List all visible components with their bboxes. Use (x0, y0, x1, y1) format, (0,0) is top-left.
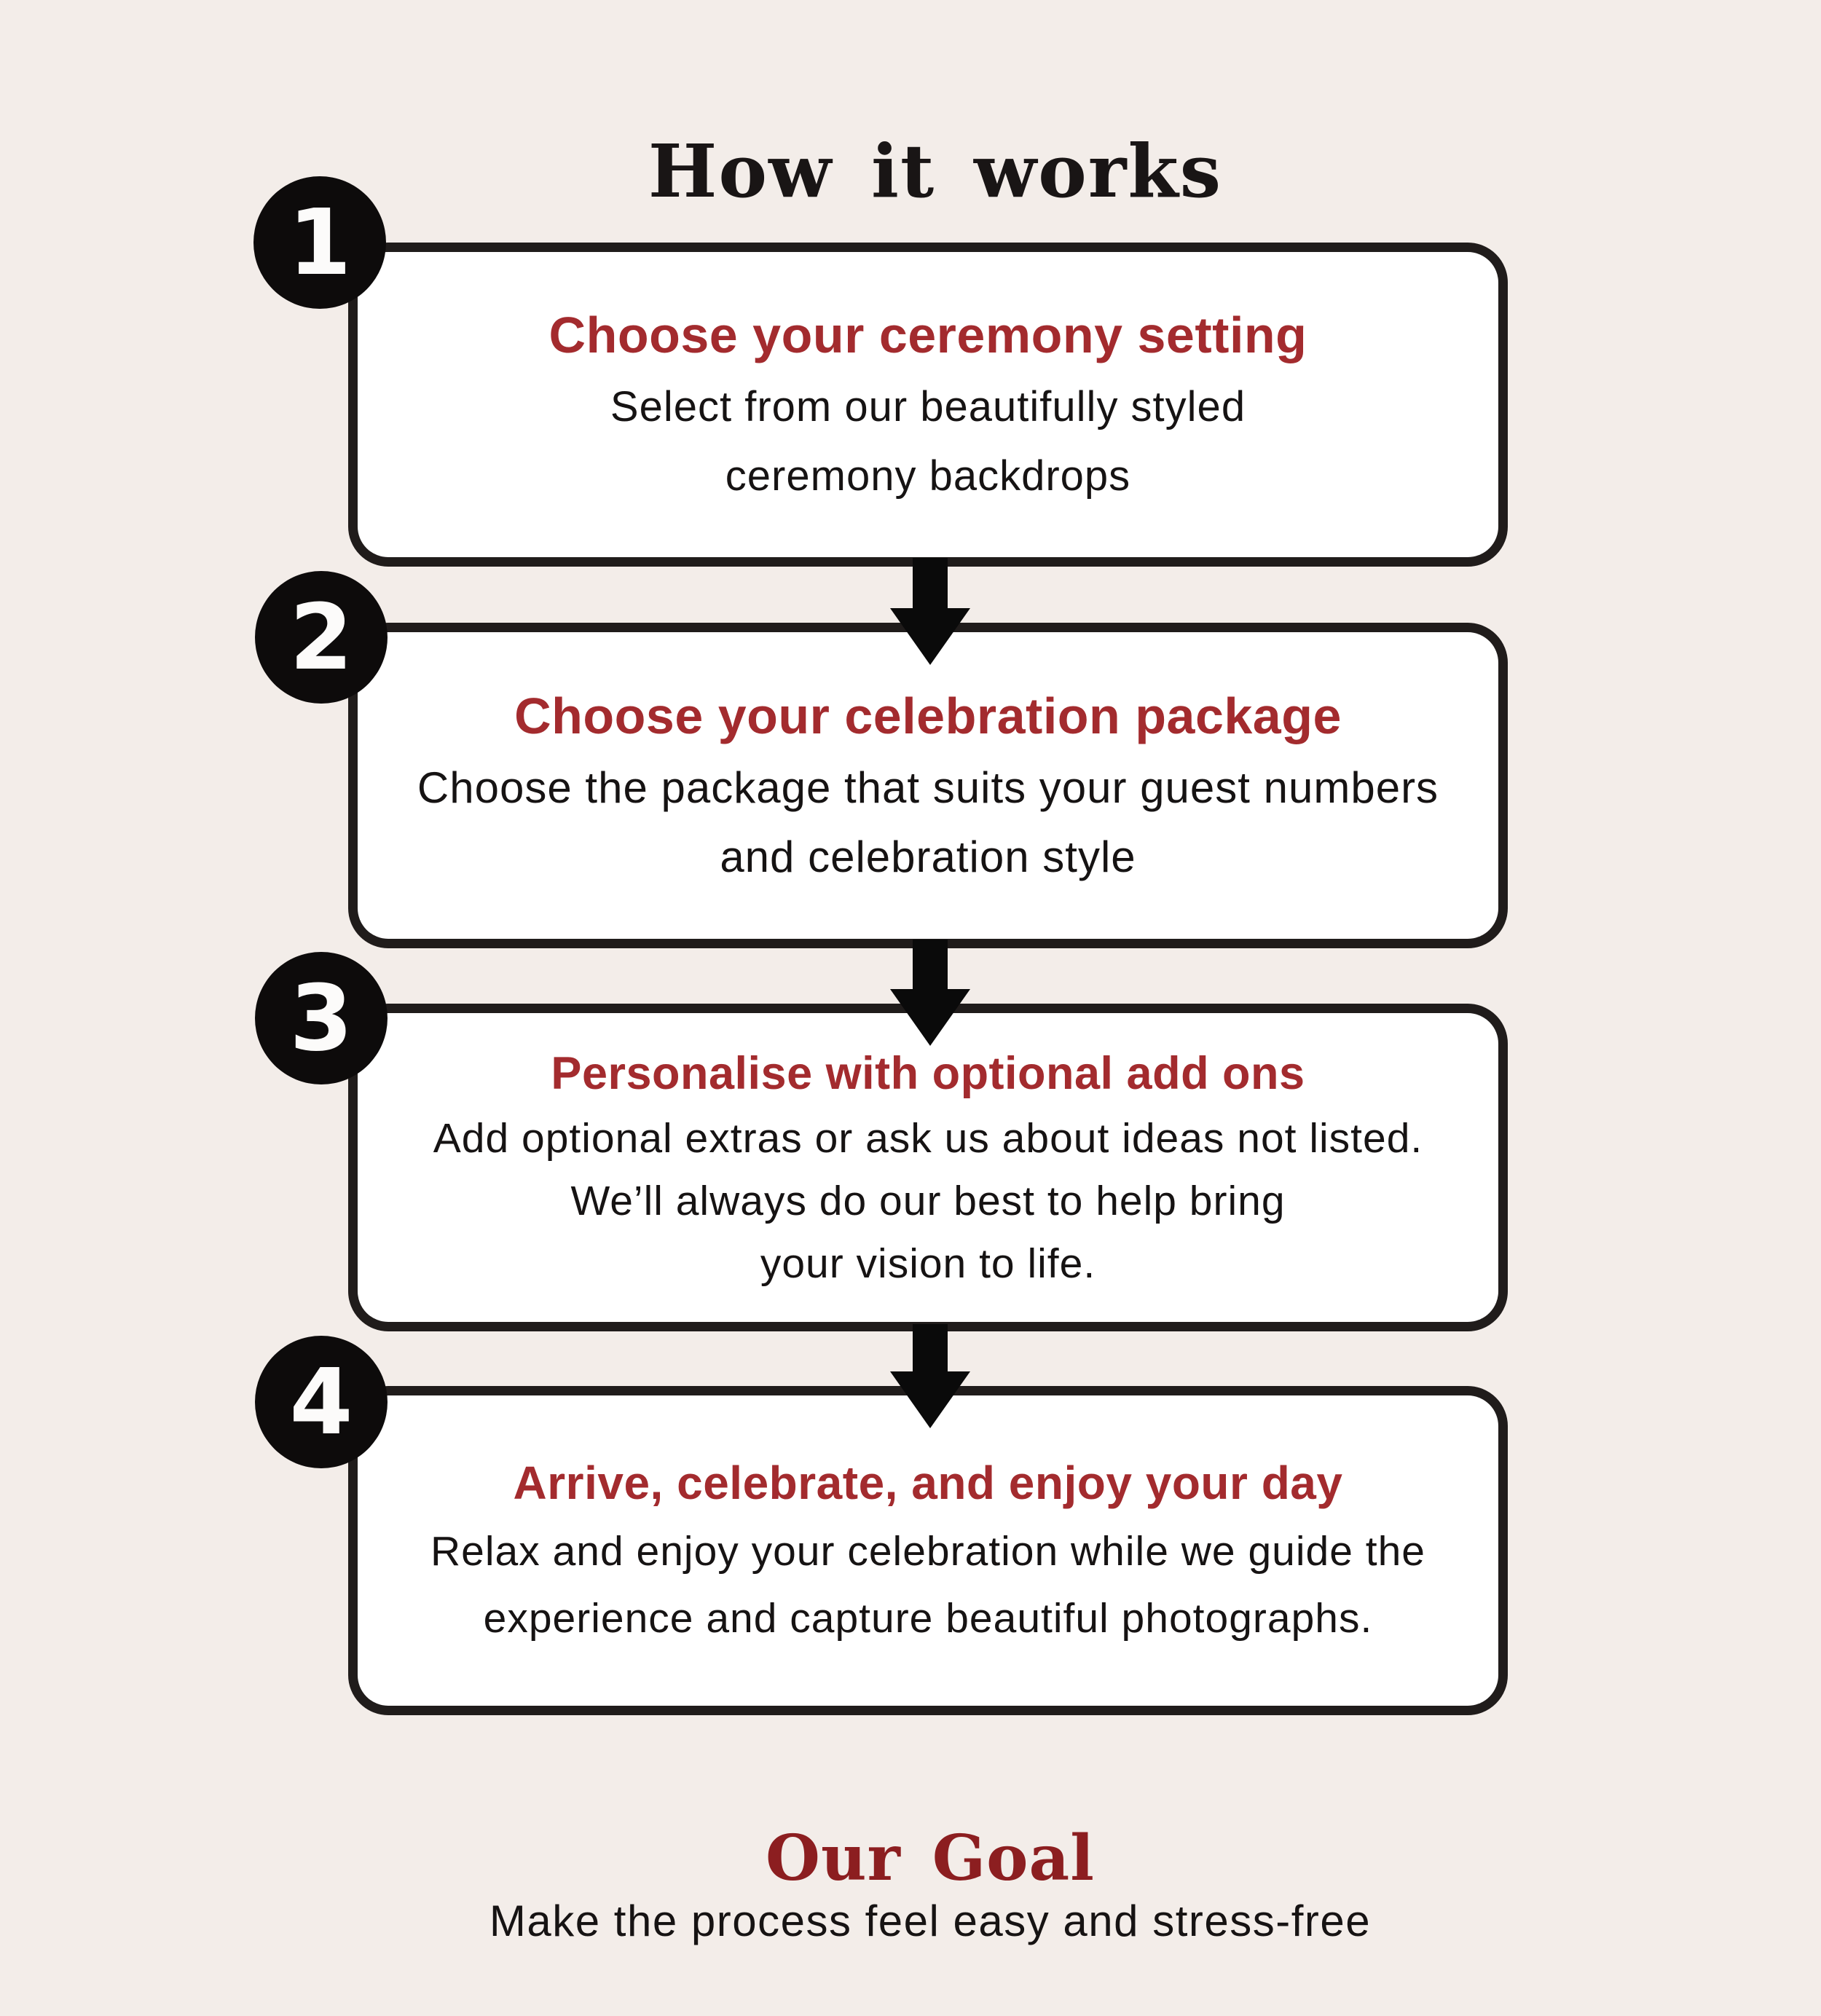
step-4-number-badge (255, 1336, 388, 1468)
step-4-description-line: experience and capture beautiful photographs. (483, 1594, 1373, 1642)
arrow-head (890, 989, 970, 1046)
flow-arrow-down-1 (890, 558, 970, 665)
step-3-description (433, 1107, 1423, 1295)
step-1-number-badge (253, 176, 386, 309)
step-3-description-line: your vision to life. (760, 1240, 1096, 1288)
step-2-number-badge (255, 571, 388, 704)
step-1-card (348, 243, 1508, 567)
step-3-description-line: We’ll always do our best to help bring (570, 1178, 1286, 1225)
goal-subtitle: Make the process feel easy and stress-free (489, 1897, 1372, 1945)
step-3-description-line: Add optional extras or ask us about ideas not listed. (433, 1115, 1423, 1162)
step-2-description (417, 753, 1439, 891)
flow-arrow-down-3 (890, 1324, 970, 1428)
page-title: How it works (648, 128, 1223, 214)
step-2-heading: Choose your celebration package (514, 688, 1342, 745)
step-3-card (348, 1004, 1508, 1331)
arrow-head (890, 1371, 970, 1428)
step-2-card (348, 623, 1508, 948)
step-3-number-badge (255, 952, 388, 1084)
step-1-description-line: ceremony backdrops (725, 452, 1131, 500)
flow-arrow-down-2 (890, 940, 970, 1046)
step-2-description-line: Choose the package that suits your guest numbers (417, 763, 1439, 812)
step-2-description-line: and celebration style (720, 832, 1136, 881)
step-4-heading: Arrive, celebrate, and enjoy your day (513, 1457, 1343, 1510)
step-4-number: 4 (289, 1349, 353, 1455)
step-1-description (610, 372, 1246, 511)
step-4-description-line: Relax and enjoy your celebration while we guide the (430, 1527, 1425, 1575)
goal-heading: Our Goal (766, 1822, 1095, 1896)
step-4-card (348, 1386, 1508, 1715)
step-3-heading: Personalise with optional add ons (551, 1047, 1305, 1099)
step-1-heading: Choose your ceremony setting (548, 307, 1307, 364)
arrow-head (890, 608, 970, 665)
step-1-number: 1 (288, 189, 352, 296)
step-4-description (430, 1518, 1425, 1652)
step-2-number: 2 (289, 584, 353, 690)
step-3-number: 3 (289, 965, 353, 1071)
step-1-description-line: Select from our beautifully styled (610, 382, 1246, 430)
